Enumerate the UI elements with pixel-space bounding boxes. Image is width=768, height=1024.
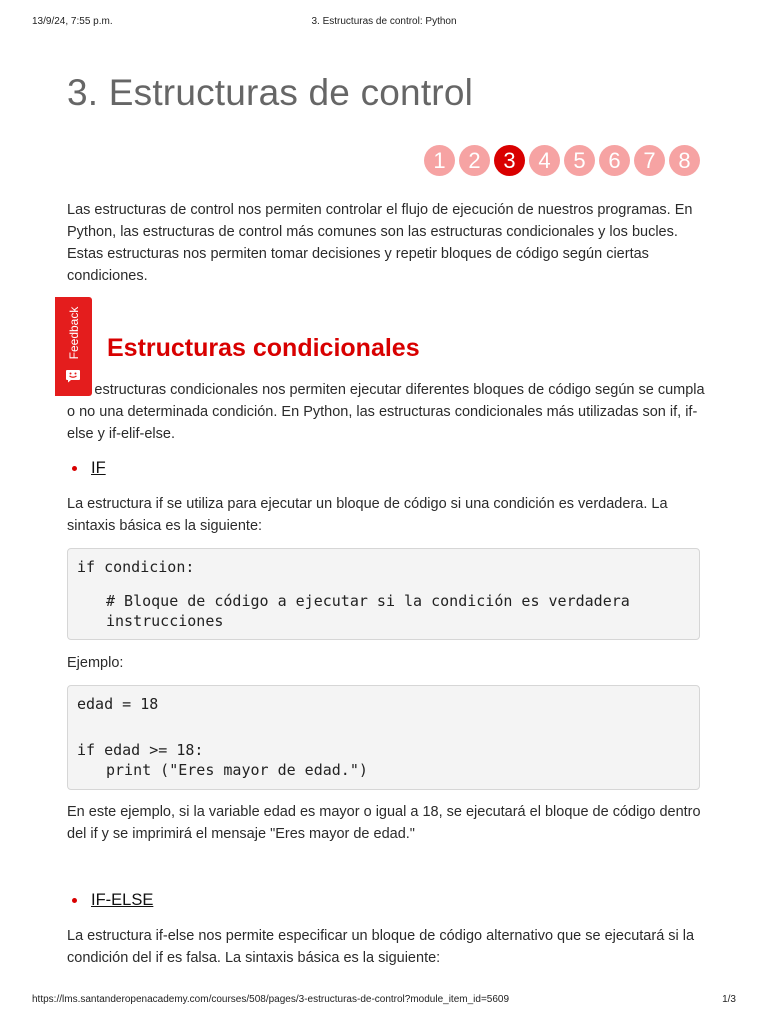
pager-page-2[interactable]: 2 bbox=[459, 145, 490, 176]
code-line: if edad >= 18: bbox=[77, 741, 204, 759]
feedback-tab[interactable] bbox=[55, 297, 92, 396]
bullet-dot bbox=[72, 466, 77, 471]
pager-page-3-current[interactable]: 3 bbox=[494, 145, 525, 176]
print-header bbox=[32, 16, 736, 30]
ifelse-description: La estructura if-else nos permite especificar un bloque de código alternativo que se ejecutará si la condición del if es falsa. La sintaxis básica es la siguiente: bbox=[67, 928, 695, 966]
print-page-count: 1/3 bbox=[722, 994, 736, 1005]
ifelse-link[interactable]: IF-ELSE bbox=[91, 891, 154, 909]
smiley-chat-icon bbox=[65, 369, 81, 383]
conditionals-intro-text: estructuras condicionales nos permiten ejecutar diferentes bloques de código según se cumpla o no una determinada condición. En Python, las estructuras condicionales más utilizadas son if, if-else y if-elif-else. bbox=[67, 382, 705, 442]
if-link[interactable]: IF bbox=[91, 459, 106, 477]
pager-page-5[interactable]: 5 bbox=[564, 145, 595, 176]
code-line: edad = 18 bbox=[77, 695, 159, 713]
pager-page-4[interactable]: 4 bbox=[529, 145, 560, 176]
ifelse-bullet bbox=[72, 891, 153, 910]
pager-page-1[interactable]: 1 bbox=[424, 145, 455, 176]
pager-page-7[interactable]: 7 bbox=[634, 145, 665, 176]
conditionals-intro-paragraph bbox=[67, 379, 707, 445]
if-bullet bbox=[72, 459, 106, 478]
page-title: 3. Estructuras de control bbox=[67, 72, 474, 113]
code-line: # Bloque de código a ejecutar si la condición es verdadera bbox=[106, 592, 630, 610]
bullet-dot bbox=[72, 898, 77, 903]
page-pager bbox=[424, 145, 700, 176]
print-datetime: 13/9/24, 7:55 p.m. bbox=[32, 16, 113, 27]
print-url: https://lms.santanderopenacademy.com/courses/508/pages/3-estructuras-de-control?module_item_id=5609 bbox=[32, 994, 510, 1005]
code-block-if-syntax bbox=[67, 548, 700, 640]
code-block-if-example bbox=[67, 685, 700, 790]
print-footer bbox=[32, 994, 736, 1008]
code-line: instrucciones bbox=[106, 612, 224, 630]
pager-page-6[interactable]: 6 bbox=[599, 145, 630, 176]
feedback-label: Feedback bbox=[66, 306, 81, 360]
code-line: if condicion: bbox=[77, 558, 195, 576]
section-heading-conditionals: Estructuras condicionales bbox=[107, 334, 420, 362]
intro-paragraph: Las estructuras de control nos permiten controlar el flujo de ejecución de nuestros programas. En Python, las estructuras de control más comunes son las estructuras condicionales y los bucles. Estas estructuras nos permiten tomar decisiones y repetir bloques de código según ciertas condiciones. bbox=[67, 202, 693, 284]
if-description: La estructura if se utiliza para ejecutar un bloque de código si una condición es verdadera. La sintaxis básica es la siguiente: bbox=[67, 496, 668, 534]
example-label: Ejemplo: bbox=[67, 655, 124, 671]
example-explanation: En este ejemplo, si la variable edad es mayor o igual a 18, se ejecutará el bloque de código dentro del if y se imprimirá el mensaje "Eres mayor de edad." bbox=[67, 804, 701, 842]
code-line: print ("Eres mayor de edad.") bbox=[106, 761, 368, 779]
pager-page-8[interactable]: 8 bbox=[669, 145, 700, 176]
print-doc-title: 3. Estructuras de control: Python bbox=[311, 16, 457, 27]
